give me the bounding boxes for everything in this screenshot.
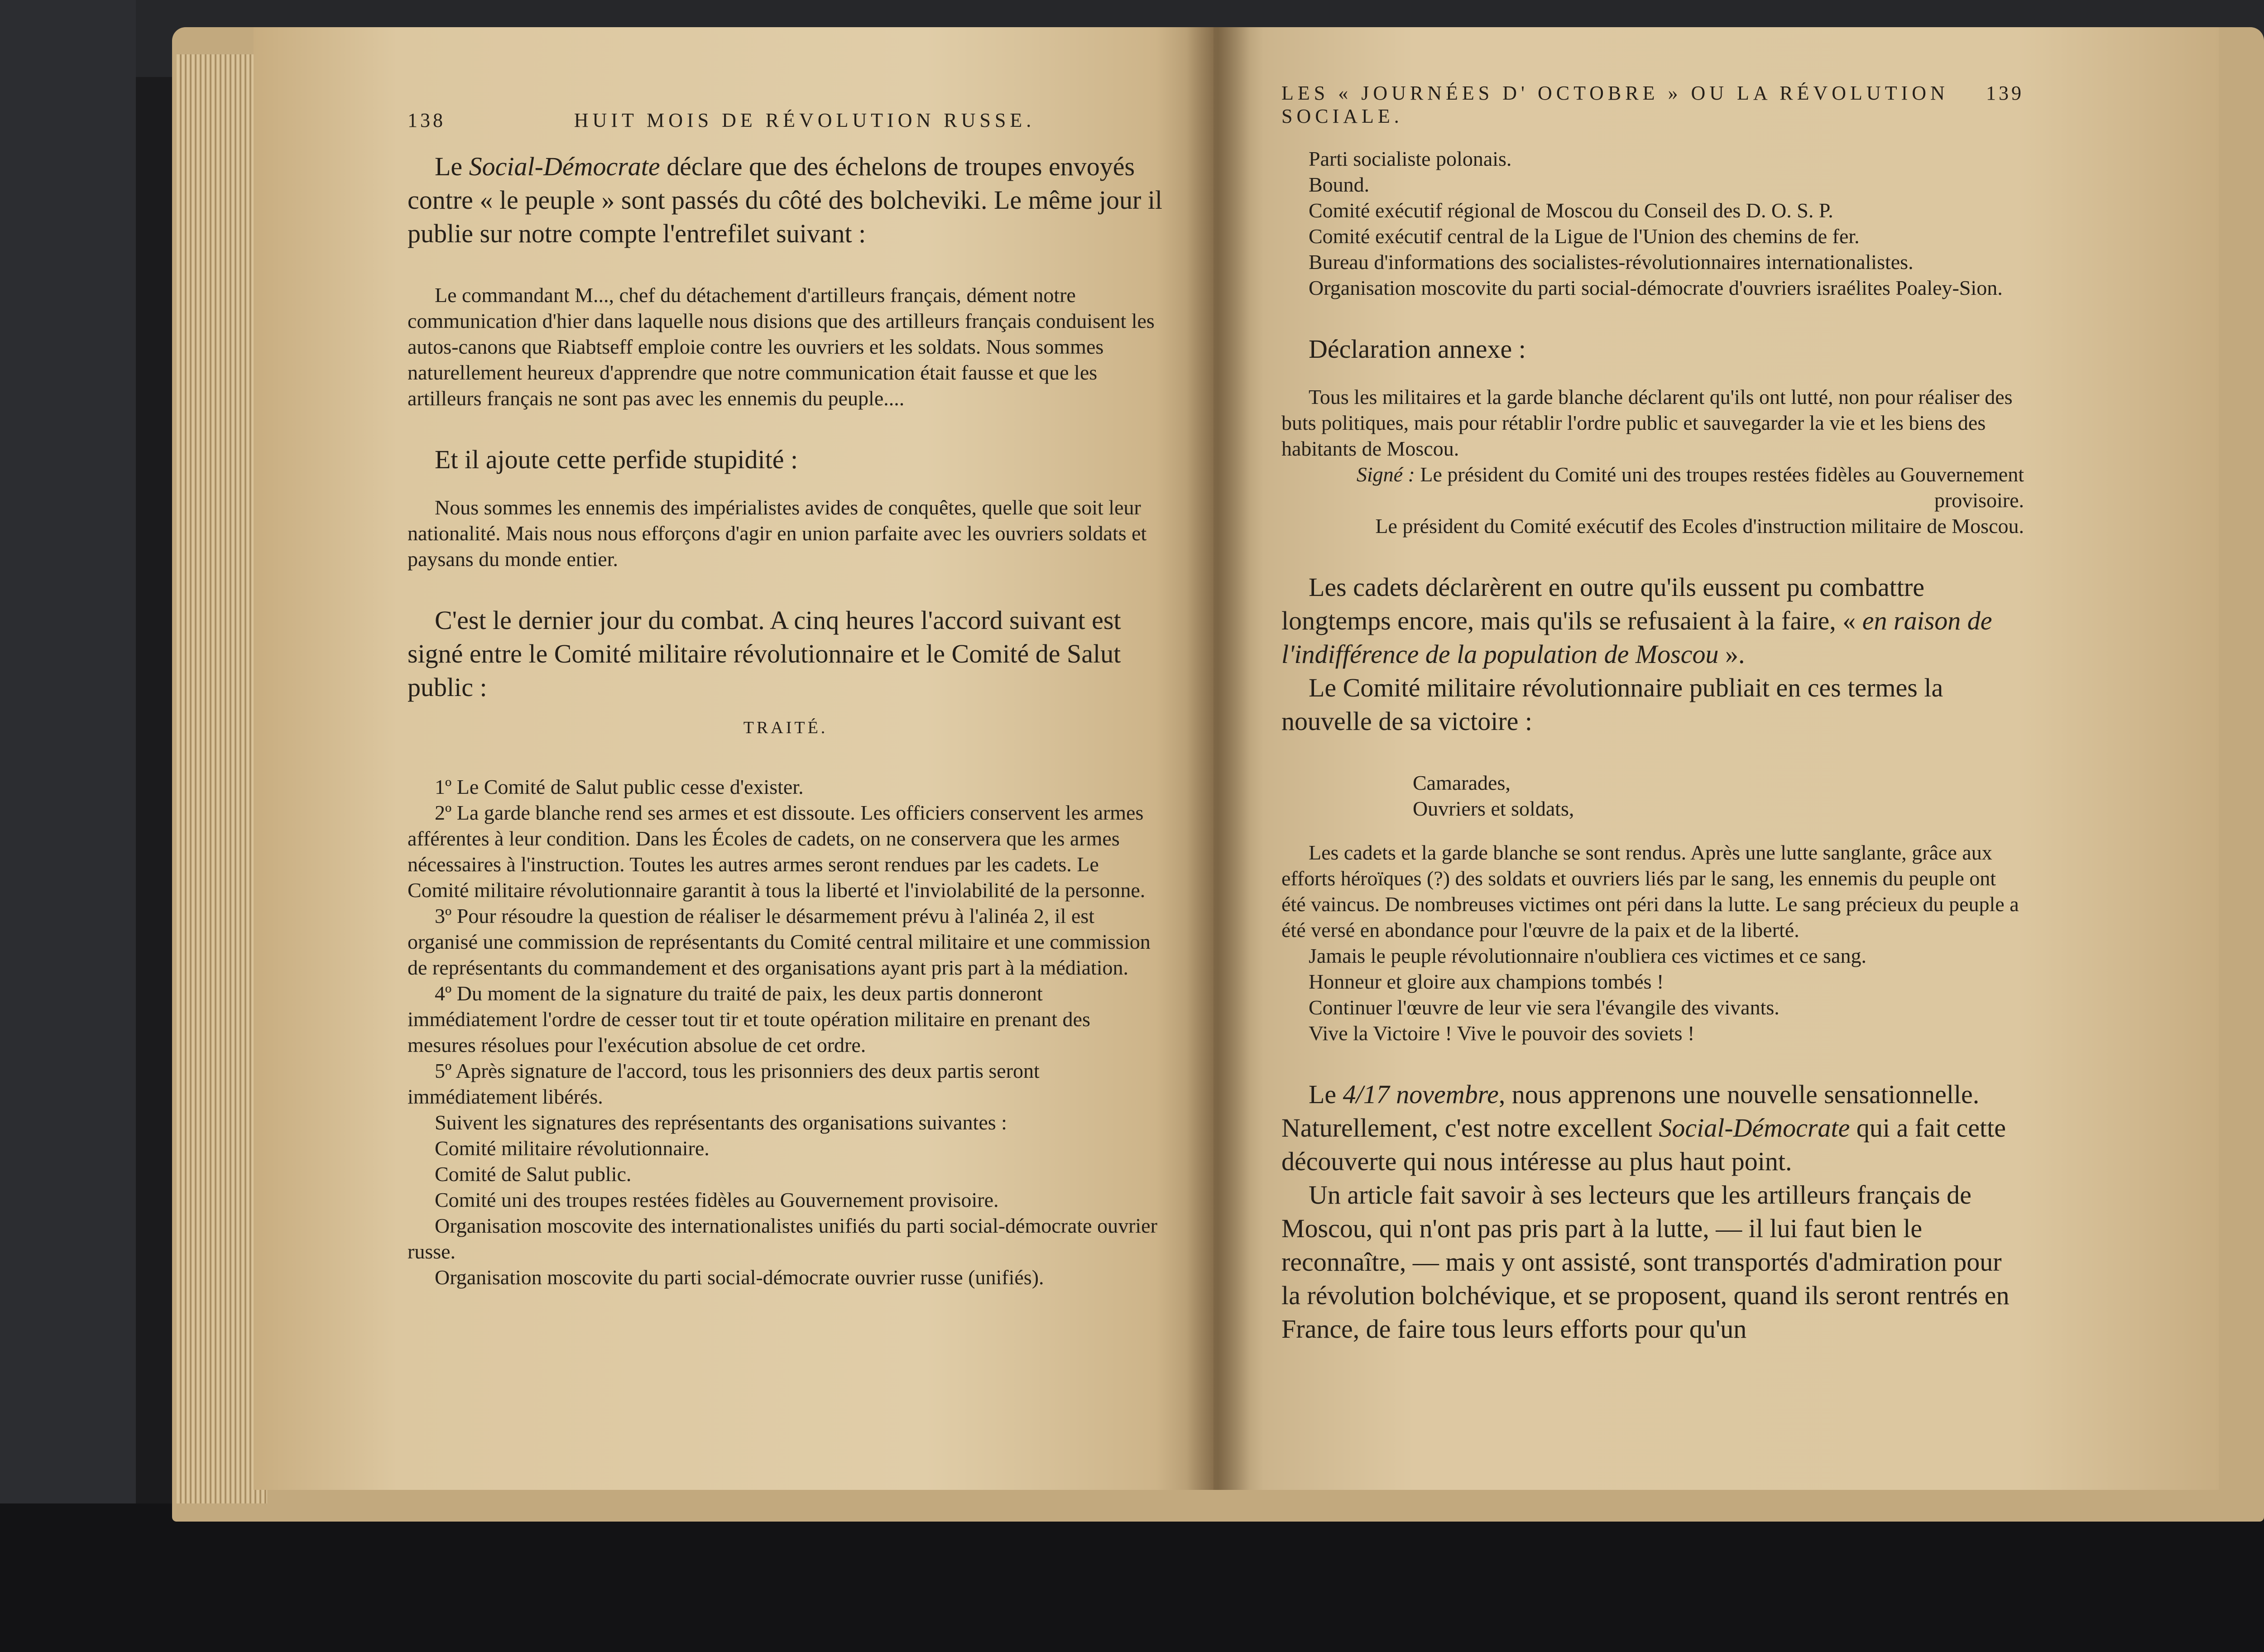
traite-item-1: 1º Le Comité de Salut public cesse d'exister.: [435, 775, 804, 798]
right-page-number: 139: [1986, 82, 2024, 104]
left-intro-paragraph: Le Social-Démocrate déclare que des échelons de troupes envoyés contre « le peuple » sont passés du côté des bolcheviki. Le même jour il publie sur notre compte l'entrefilet suivant :: [408, 152, 1163, 248]
proclamation-line-1: Jamais le peuple révolutionnaire n'oubliera ces victimes et ce sang.: [1309, 944, 1866, 967]
right-org-3: Comité exécutif régional de Moscou du Conseil des D. O. S. P.: [1309, 199, 1833, 222]
salutation-camarades: Camarades,: [1413, 771, 1511, 794]
book-spine-shadow: [1186, 27, 1250, 1490]
right-org-6: Organisation moscovite du parti social-démocrate d'ouvriers israélites Poaley-Sion.: [1309, 276, 2003, 299]
declaration-signature-2: Le président du Comité exécutif des Ecoles d'instruction militaire de Moscou.: [1375, 514, 2024, 538]
signature-org-2: Comité de Salut public.: [435, 1162, 632, 1186]
salutation-ouvriers: Ouvriers et soldats,: [1413, 797, 1574, 820]
left-page-number: 138: [408, 109, 446, 131]
left-running-title: HUIT MOIS DE RÉVOLUTION RUSSE.: [574, 109, 1036, 131]
traite-item-4: 4º Du moment de la signature du traité de paix, les deux partis donneront immédiatement l'ordre de cesser tout tir et toute opération militaire en prenant des mesures résolues pour l'exécution absolue de cet ordre.: [408, 982, 1090, 1057]
proclamation-line-2: Honneur et gloire aux champions tombés !: [1309, 970, 1664, 993]
signature-org-1: Comité militaire révolutionnaire.: [435, 1137, 710, 1160]
left-combat-paragraph: C'est le dernier jour du combat. A cinq heures l'accord suivant est signé entre le Comité militaire révolutionnaire et le Comité de Salut public :: [408, 605, 1121, 702]
proclamation-line-3: Continuer l'œuvre de leur vie sera l'évangile des vivants.: [1309, 996, 1780, 1019]
comite-paragraph: Le Comité militaire révolutionnaire publiait en ces termes la nouvelle de sa victoire :: [1281, 673, 1943, 736]
traite-heading: TRAITÉ.: [743, 718, 828, 737]
traite-item-5: 5º Après signature de l'accord, tous les prisonniers des deux partis seront immédiatement libérés.: [408, 1059, 1040, 1108]
right-running-head: [1281, 82, 2024, 128]
signature-org-4: Organisation moscovite des internationalistes unifiés du parti social-démocrate ouvrier russe.: [408, 1214, 1157, 1263]
right-page: [1214, 27, 2219, 1490]
cadets-paragraph: Les cadets déclarèrent en outre qu'ils eussent pu combattre longtemps encore, mais qu'ils se refusaient à la faire, « en raison de l'indifférence de la population de Moscou ».: [1281, 572, 1992, 669]
signature-org-5: Organisation moscovite du parti social-démocrate ouvrier russe (unifiés).: [435, 1266, 1044, 1289]
declaration-heading: Déclaration annexe :: [1309, 334, 1526, 364]
display-tray-bottom: [0, 1503, 2264, 1652]
signatures-intro: Suivent les signatures des représentants des organisations suivantes :: [435, 1111, 1007, 1134]
declaration-signature-1: Signé : Le président du Comité uni des troupes restées fidèles au Gouvernement provisoire.: [1356, 463, 2024, 512]
signature-org-3: Comité uni des troupes restées fidèles au Gouvernement provisoire.: [435, 1188, 999, 1211]
traite-item-3: 3º Pour résoudre la question de réaliser le désarmement prévu à l'alinéa 2, il est organisé une commission de représentants du Comité central militaire et une commission de représentants du commandement et des organisations ayant pris part à la médiation.: [408, 904, 1151, 979]
left-running-head: [408, 109, 1164, 132]
display-tray-left: [0, 0, 136, 1652]
right-org-4: Comité exécutif central de la Ligue de l'Union des chemins de fer.: [1309, 225, 1860, 248]
traite-item-2: 2º La garde blanche rend ses armes et est dissoute. Les officiers conservent les armes afférentes à leur condition. Dans les Écoles de cadets, on ne conservera que les armes nécessaires à l'instruction. Toutes les autres armes seront rendues par les cadets. Le Comité militaire révolutionnaire garantit à tous la liberté et l'inviolabilité de la personne.: [408, 801, 1146, 902]
novembre-paragraph: Le 4/17 novembre, nous apprenons une nouvelle sensationnelle. Naturellement, c'est notre excellent Social-Démocrate qui a fait cette découverte qui nous intéresse au plus haut point.: [1281, 1080, 2006, 1176]
declaration-text: Tous les militaires et la garde blanche déclarent qu'ils ont lutté, non pour réaliser des buts politiques, mais pour rétablir l'ordre public et sauvegarder la vie et les biens des habitants de Moscou.: [1281, 385, 2013, 460]
left-perfide-paragraph: Et il ajoute cette perfide stupidité :: [435, 445, 798, 474]
left-quote-imperialistes: Nous sommes les ennemis des impérialistes avides de conquêtes, quelle que soit leur nationalité. Mais nous nous efforçons d'agir en union parfaite avec les ouvriers soldats et paysans du monde entier.: [408, 496, 1147, 571]
right-org-5: Bureau d'informations des socialistes-révolutionnaires internationalistes.: [1309, 250, 1914, 274]
right-org-2: Bound.: [1309, 173, 1370, 196]
victory-proclamation: Les cadets et la garde blanche se sont rendus. Après une lutte sanglante, grâce aux efforts héroïques (?) des soldats et ouvriers liés par le sang, les ennemis du peuple ont été vaincus. De nombreuses victimes ont péri dans la lutte. Le sang précieux du peuple a été versé en abondance pour l'œuvre de la paix et de la liberté.: [1281, 841, 2019, 941]
left-quote-artilleurs: Le commandant M..., chef du détachement d'artilleurs français, dément notre communication d'hier dans laquelle nous disions que des artilleurs français conduisent les autos-canons que Riabtseff emploie contre les ouvriers et les soldats. Nous sommes naturellement heureux d'apprendre que notre communication était fausse et que les artilleurs français ne sont pas avec les ennemis du peuple....: [408, 283, 1155, 410]
right-running-title: LES « JOURNÉES D' OCTOBRE » OU LA RÉVOLUTION SOCIALE.: [1281, 82, 1949, 127]
left-page: [254, 27, 1214, 1490]
article-paragraph: Un article fait savoir à ses lecteurs que les artilleurs français de Moscou, qui n'ont pas pris part à la lutte, — il lui faut bien le reconnaître, — mais y ont assisté, sont transportés d'admiration pour la révolution bolchévique, et se proposent, quand ils seront rentrés en France, de faire tous leurs efforts pour qu'un: [1281, 1180, 2010, 1344]
right-org-1: Parti socialiste polonais.: [1309, 147, 1512, 170]
proclamation-line-4: Vive la Victoire ! Vive le pouvoir des soviets !: [1309, 1022, 1695, 1045]
